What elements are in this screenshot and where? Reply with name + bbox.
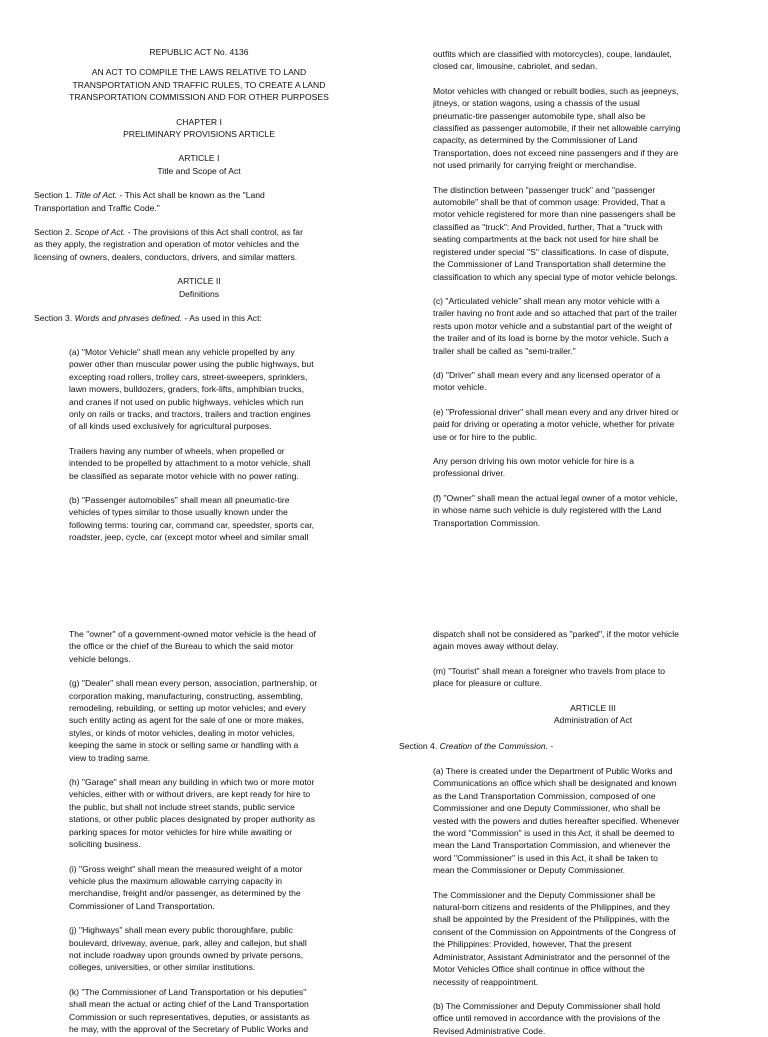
act-title-line: AN ACT TO COMPILE THE LAWS RELATIVE TO LAND xyxy=(91,67,307,78)
text-line: intended to be propelled by attachment to a motor vehicle, shall xyxy=(69,458,311,469)
text-line: not used primarily for carrying freight or merchandise. xyxy=(433,160,637,171)
text-line: the Commissioner of Land Transportation shall determine the xyxy=(433,259,666,270)
subsection-b xyxy=(433,1000,753,1037)
section-text: Transportation and Traffic Code." xyxy=(34,202,160,213)
text-line: following terms: touring car, command car, speedster, sports car, xyxy=(69,519,315,530)
text-line: closed car, limousine, cabriolet, and sedan. xyxy=(433,61,598,72)
article-heading: ARTICLE I xyxy=(178,153,220,164)
outfits-paragraph xyxy=(433,48,753,73)
text-line: Commissioner of Land Transportation. xyxy=(69,900,215,911)
text-line: pneumatic-tire passenger automobile type, shall also be xyxy=(433,110,646,121)
text-line: natural-born citizens and residents of the Philippines, and they xyxy=(433,902,670,913)
text-line: seating compartments at the back not used for hire shall be xyxy=(433,234,659,245)
page1-left-column xyxy=(34,46,364,325)
text-line: he may, with the approval of the Secretary of Public Works and xyxy=(69,1023,308,1034)
text-line: automobile" shall be that of common usage: Provided, That a xyxy=(433,197,666,208)
section-heading: Creation of the Commission. xyxy=(439,741,549,751)
text-line: vehicle plus the maximum allowable carrying capacity in xyxy=(69,875,283,886)
section-text: - xyxy=(548,741,554,751)
text-line: as the Land Transportation Commission, composed of one xyxy=(433,790,656,801)
text-line: merchandise, freight and/or passenger, as determined by the xyxy=(69,888,301,899)
text-line: The distinction between "passenger truck" and "passenger xyxy=(433,184,656,195)
section-2 xyxy=(34,226,364,238)
text-line: (d) "Driver" shall mean every and any licensed operator of a xyxy=(433,369,661,380)
text-line: the trailer and of its load is borne by the motor vehicle. Such a xyxy=(433,333,669,344)
text-line: rests upon motor vehicle and a substantial part of the weight of xyxy=(433,320,672,331)
text-line: classified as passenger automobile, if their net allowable carrying xyxy=(433,123,681,134)
text-line: Trailers having any number of wheels, when propelled or xyxy=(69,445,285,456)
text-line: professional driver. xyxy=(433,468,506,479)
text-line: necessity of reappointment. xyxy=(433,976,539,987)
text-line: classification to which any special type of motor vehicle belongs. xyxy=(433,271,678,282)
text-line: shall mean the actual or acting chief of the Land Transportation xyxy=(69,999,309,1010)
page2-right-subsections xyxy=(433,765,753,1037)
text-line: capacity, as determined by the Commissioner of Land xyxy=(433,135,638,146)
definition-h xyxy=(69,776,379,850)
article-title: Administration of Act xyxy=(553,715,633,726)
text-line: (g) "Dealer" shall mean every person, association, partnership, or xyxy=(69,678,318,689)
text-line: outfits which are classified with motorcycles), coupe, landaulet, xyxy=(433,49,672,59)
section-text: as they apply, the registration and operation of motor vehicles and the xyxy=(34,239,299,250)
section-heading: Title of Act. xyxy=(74,190,118,201)
text-line: lawn mowers, bulldozers, graders, fork-lifts, amphibian trucks, xyxy=(69,384,304,395)
text-line: Transportation, does not exceed nine passengers and if they are xyxy=(433,147,679,158)
definition-k xyxy=(69,986,379,1036)
text-line: parking spaces for motor vehicles for hire while awaiting or xyxy=(69,826,293,837)
text-line: the public, but shall not include street stands, public service xyxy=(69,801,295,812)
text-line: remodeling, rebuilding, or setting up motor vehicles; and every xyxy=(69,703,306,714)
article-heading: ARTICLE III xyxy=(570,702,616,713)
text-line: vested with the powers and duties hereafter specified. Whenever xyxy=(433,815,680,826)
section-text: - This Act shall be known as the "Land xyxy=(117,190,265,201)
text-line: registered under special "S" classifications. In case of dispute, xyxy=(433,246,669,257)
section-heading: Scope of Act. xyxy=(74,227,126,238)
government-owner-paragraph xyxy=(69,628,379,665)
definition-i xyxy=(69,863,379,913)
text-line: and cranes if not used on public highways, vehicles which run xyxy=(69,396,304,407)
text-line: corporation making, manufacturing, constructing, assembling, xyxy=(69,690,304,701)
text-line: Communications an office which shall be designated and known xyxy=(433,778,677,789)
text-line: classified as "truck": And Provided, further, That a "truck with xyxy=(433,221,663,232)
definition-m xyxy=(433,665,753,690)
text-line: paid for driving or operating a motor vehicle, whether for private xyxy=(433,419,675,430)
commissioners-paragraph xyxy=(433,889,753,988)
definition-g xyxy=(69,677,379,764)
text-line: Commission or such representatives, deputies, or assistants as xyxy=(69,1011,310,1022)
section-1 xyxy=(34,189,364,201)
section-label: Section 1. xyxy=(34,190,73,201)
text-line: mean the Land Transportation Commission, and whenever the xyxy=(433,840,671,851)
text-line: Administrator, Assistant Administrator and the personnel of the xyxy=(433,951,670,962)
section-4 xyxy=(399,740,759,752)
text-line: (b) "Passenger automobiles" shall mean all pneumatic-tire xyxy=(69,495,290,506)
text-line: motor vehicle registered for more than nine passengers shall be xyxy=(433,209,676,220)
text-line: excepting road rollers, trolley cars, street-sweepers, sprinklers, xyxy=(69,371,308,382)
section-text: licensing of owners, dealers, conductors, drivers, and similar matters. xyxy=(34,251,298,262)
act-title-line: TRANSPORTATION AND TRAFFIC RULES, TO CREATE A LAND xyxy=(72,79,326,90)
definition-f xyxy=(433,492,753,529)
text-line: dispatch shall not be considered as "parked", if the motor vehicle xyxy=(433,629,679,639)
text-line: trailer shall be called as "semi-trailer." xyxy=(433,345,576,356)
text-line: keeping the same in stock or selling same or handling with a xyxy=(69,740,299,751)
text-line: (f) "Owner" shall mean the actual legal owner of a motor vehicle, xyxy=(433,492,678,503)
page2-right-column xyxy=(433,628,753,726)
page1-right-column xyxy=(433,48,753,529)
chapter-title: PRELIMINARY PROVISIONS ARTICLE xyxy=(123,129,275,140)
text-line: Transportation Commission. xyxy=(433,517,541,528)
text-line: (c) "Articulated vehicle" shall mean any motor vehicle with a xyxy=(433,295,660,306)
text-line: boulevard, driveway, avenue, park, alley and callejon, but shall xyxy=(69,937,307,948)
text-line: place for pleasure or culture. xyxy=(433,678,542,689)
act-title-line: TRANSPORTATION COMMISSION AND FOR OTHER PURPOSES xyxy=(69,92,329,103)
section-label: Section 3. xyxy=(34,313,73,324)
dispatch-paragraph xyxy=(433,628,753,653)
text-line: the word "Commission" is used in this Act, it shall be deemed to xyxy=(433,828,675,839)
text-line: soliciting business. xyxy=(69,839,141,850)
text-line: (j) "Highways" shall mean every public thoroughfare, public xyxy=(69,925,293,936)
text-line: word "Commissioner" is used in this Act, it shall be taken to xyxy=(433,852,658,863)
text-line: use or for hire to the public. xyxy=(433,431,538,442)
text-line: Motor Vehicles Office shall continue in office without the xyxy=(433,964,645,975)
text-line: (m) "Tourist" shall mean a foreigner who travels from place to xyxy=(433,665,666,676)
text-line: trailer having no front axle and so attached that part of the trailer xyxy=(433,308,678,319)
section-text: - As used in this Act: xyxy=(182,313,262,324)
text-line: (i) "Gross weight" shall mean the measured weight of a motor xyxy=(69,863,303,874)
text-line: not include roadway upon grounds owned by private persons, xyxy=(69,949,304,960)
text-line: The "owner" of a government-owned motor vehicle is the head of xyxy=(69,629,316,639)
text-line: (a) "Motor Vehicle" shall mean any vehicle propelled by any xyxy=(69,347,295,357)
definition-j xyxy=(69,924,379,974)
text-line: stations, or other public places designated by proper authority as xyxy=(69,814,316,825)
page1-left-definitions xyxy=(69,346,369,544)
section-3 xyxy=(34,312,364,324)
any-person-paragraph xyxy=(433,455,753,480)
definition-e xyxy=(433,406,753,443)
chapter-heading: CHAPTER I xyxy=(176,116,222,127)
text-line: styles, or kinds of motor vehicles, dealing in motor vehicles, xyxy=(69,727,295,738)
definition-d xyxy=(433,369,753,394)
article-title: Title and Scope of Act xyxy=(157,165,241,176)
definition-b xyxy=(69,494,369,544)
text-line: vehicles, either with or without drivers, are kept ready for hire to xyxy=(69,789,311,800)
subsection-a xyxy=(433,765,753,877)
text-line: the Philippines: Provided, however, That the present xyxy=(433,939,632,950)
definition-a xyxy=(69,346,369,433)
text-line: (h) "Garage" shall mean any building in which two or more motor xyxy=(69,777,315,788)
section-text: - The provisions of this Act shall control, as far xyxy=(125,227,303,238)
text-line: (b) The Commissioner and Deputy Commissioner shall hold xyxy=(433,1000,661,1011)
text-line: consent of the Commission on Appointments of the Congress of xyxy=(433,926,676,937)
page2-left-column xyxy=(69,628,379,1035)
changed-bodies-paragraph xyxy=(433,85,753,172)
text-line: Revised Administrative Code. xyxy=(433,1025,546,1036)
text-line: Motor vehicles with changed or rebuilt bodies, such as jeepneys, xyxy=(433,85,679,96)
text-line: view to trading same. xyxy=(69,752,151,763)
section-heading: Words and phrases defined. xyxy=(74,313,183,324)
text-line: vehicle belongs. xyxy=(69,653,131,664)
text-line: roadster, jeep, cycle, car (except motor wheel and similar small xyxy=(69,532,309,543)
text-line: only on rails or tracks, and tractors, trailers and traction engines xyxy=(69,409,311,420)
text-line: in whose name such vehicle is duly registered with the Land xyxy=(433,505,662,516)
text-line: shall be appointed by the President of the Philippines, with the xyxy=(433,914,670,925)
trailers-paragraph xyxy=(69,445,369,482)
text-line: vehicles of types similar to those usually known under the xyxy=(69,507,288,518)
text-line: such entity acting as agent for the sale of one or more makes, xyxy=(69,715,305,726)
text-line: the office or the chief of the Bureau to which the said motor xyxy=(69,641,294,652)
text-line: again moves away without delay. xyxy=(433,641,559,652)
text-line: be classified as separate motor vehicle with no power rating. xyxy=(69,470,299,481)
section-label: Section 4. xyxy=(399,741,438,751)
text-line: (a) There is created under the Department of Public Works and xyxy=(433,766,673,776)
text-line: colleges, universities, or other similar institutions. xyxy=(69,962,256,973)
section-4-heading xyxy=(399,740,759,752)
definition-c xyxy=(433,295,753,357)
distinction-paragraph xyxy=(433,184,753,283)
section-label: Section 2. xyxy=(34,227,73,238)
text-line: The Commissioner and the Deputy Commissioner shall be xyxy=(433,889,656,900)
text-line: (e) "Professional driver" shall mean every and any driver hired or xyxy=(433,406,679,417)
text-line: power other than muscular power using the public highways, but xyxy=(69,359,314,370)
text-line: mean the Commissioner or Deputy Commissioner. xyxy=(433,865,625,876)
text-line: Any person driving his own motor vehicle for hire is a xyxy=(433,455,635,466)
text-line: office until removed in accordance with the provisions of the xyxy=(433,1013,661,1024)
text-line: Commissioner and one Deputy Commissioner, who shall be xyxy=(433,803,661,814)
text-line: (k) "The Commissioner of Land Transportation or his deputies" xyxy=(69,986,307,997)
text-line: motor vehicle. xyxy=(433,382,487,393)
article-heading: ARTICLE II xyxy=(177,276,221,287)
act-number: REPUBLIC ACT No. 4136 xyxy=(149,47,249,57)
article-title: Definitions xyxy=(178,288,220,299)
text-line: of all kinds used exclusively for agricultural purposes. xyxy=(69,421,272,432)
text-line: jitneys, or station wagons, using a chassis of the usual xyxy=(433,98,640,109)
